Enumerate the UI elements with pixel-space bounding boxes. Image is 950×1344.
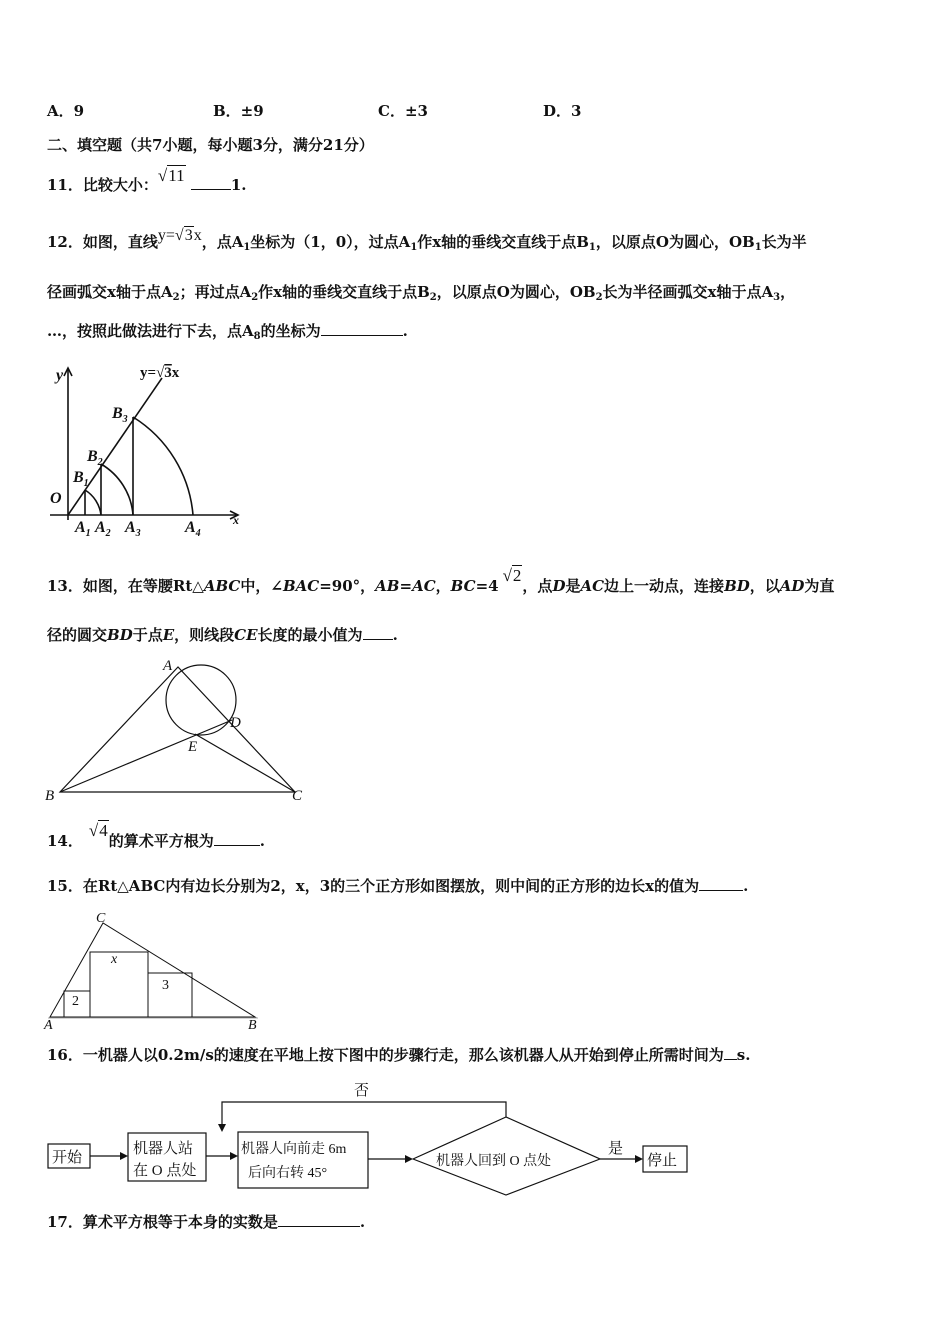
arc1 [85,490,101,515]
answer-blank-16 [724,1047,737,1060]
label-a: A [163,658,173,674]
label-a: A [44,1018,53,1033]
q12-l2c: 作x轴的垂线交直线于点B [258,283,430,301]
line-equation: y=√3x [157,227,202,244]
label-no: 否 [354,1083,370,1099]
option-a: A．9 [47,102,85,120]
answer-blank-12 [321,323,403,336]
sub: 3 [773,292,781,303]
q13-ad: AD [779,577,805,595]
q12-l3a: …，按照此做法进行下去，点A [47,322,254,340]
q13-ab: AB [375,577,400,595]
q13-bd: BD [724,577,750,595]
q17-end: . [359,1213,366,1231]
q11-suffix: 1. [230,176,247,194]
q15-figure [40,905,265,1035]
sqrt-2-arg: 2 [512,566,522,585]
question-17 [47,1214,365,1230]
q15-text: 15．在Rt△ABC内有边长分别为2，x，3的三个正方形如图摆放，则中间的正方形的边长x的值为 [47,877,700,895]
answer-blank-14 [214,833,260,846]
q13-e2: E [162,626,175,644]
q13-k: 为直 [804,577,835,595]
sqrt-2: √2 [502,566,522,585]
question-13-line1 [47,566,835,595]
sqrt-11: √11 [157,166,185,185]
segment-ce [195,734,295,792]
label-2: 2 [72,994,79,1009]
label-move2: 后向右转 45° [248,1166,328,1181]
label-move1: 机器人向前走 6m [241,1142,347,1157]
question-13-line2 [47,627,398,643]
q12-l1b: 坐标为（1，0），过点A [250,233,411,251]
question-15 [47,878,748,894]
label-equation: y=√3x [140,365,180,381]
q14-prefix: 14． [47,832,83,850]
q13-l2c: ，则线段 [174,626,235,644]
label-o: O [50,490,62,507]
sqrt-4-arg: 4 [99,821,108,840]
label-a2: $A_2$ [95,519,111,539]
q12-l2d: ，以原点O为圆心，OB [436,283,596,301]
q12-l3b: 的坐标为 [260,322,321,340]
label-b3: $B_3$ [112,405,128,425]
q13-c: =90°， [319,577,376,595]
label-y: y [56,367,64,384]
label-a3: $A_3$ [125,519,141,539]
flowchart [40,1075,700,1200]
label-stand2: 在 O 点处 [133,1163,197,1179]
q12-l3c: . [402,322,408,340]
label-d: D [230,715,241,731]
label-3: 3 [162,978,169,993]
q16-text: 16．一机器人以0.2m/s的速度在平地上按下图中的步骤行走，那么该机器人从开始到停止所需时间为 [47,1046,724,1064]
answer-blank-15 [699,878,743,891]
square-3 [148,973,192,1017]
q13-d: = [399,577,413,595]
q13-ac2: AC [580,577,605,595]
q13-ac: AC [412,577,436,595]
q13-j: ，以 [749,577,780,595]
label-b1: $B_1$ [73,469,89,489]
q16-end: s. [736,1046,751,1064]
eq-x: x [193,227,202,244]
eq-root: 3 [184,227,193,244]
sub: 8 [253,331,261,342]
question-16 [47,1047,750,1063]
q12-l2b: ；再过点A [179,283,252,301]
q13-abc: ABC [203,577,241,595]
label-b: B [248,1018,257,1033]
q12-figure [40,360,250,540]
sqrt-4: √4 [88,821,108,840]
sub: 2 [172,292,180,303]
label-x: x [233,513,239,527]
line-sqrt3x [68,378,162,515]
q12-l1c: 作x轴的垂线交直线于点B [417,233,589,251]
q13-l2a: 径的圆交 [47,626,108,644]
label-start: 开始 [52,1150,83,1166]
arc2 [101,464,133,515]
sub: 1 [410,242,418,253]
label-c: C [96,911,106,926]
label-x: x [111,952,118,967]
q13-a: 13．如图，在等腰Rt△ [47,577,204,595]
eq-y: y= [157,227,175,244]
q12-l2f: ， [780,283,796,301]
segment-bd [60,720,232,792]
q14-end: . [259,832,265,850]
label-c: C [292,788,303,804]
answer-blank-13 [363,627,393,640]
loop-back [222,1102,506,1127]
sub: 1 [243,242,251,253]
sub: 2 [251,292,259,303]
label-b2: $B_2$ [87,448,103,468]
question-11 [47,166,247,194]
question-12-line2 [47,285,795,303]
question-14 [47,821,265,850]
option-c: C．±3 [378,102,428,120]
label-a4: $A_4$ [185,519,201,539]
q17-text: 17．算术平方根等于本身的实数是 [47,1213,278,1231]
label-stand1: 机器人站 [133,1141,194,1157]
circle-ad [166,665,236,735]
q13-i: 边上一动点，连接 [604,577,725,595]
q13-bc: BC [450,577,476,595]
square-x [90,952,148,1017]
q13-b: 中，∠ [240,577,283,595]
q14-suffix: 的算术平方根为 [108,832,214,850]
label-e: E [188,739,198,755]
option-b: B．±9 [213,102,264,120]
q12-l2e: 长为半径画弧交x轴于点A [602,283,774,301]
section-heading: 二、填空题（共7小题，每小题3分，满分21分） [47,136,374,154]
q13-e: ， [435,577,451,595]
label-a1: $A_1$ [75,519,91,539]
question-12-line3 [47,323,408,342]
q15-end: . [743,877,749,895]
q12-prefix: 12．如图，直线 [47,233,158,251]
q13-bac: BAC [282,577,320,595]
q13-l2b: 于点 [132,626,163,644]
q12-l1e: 长为半 [761,233,807,251]
q12-l1d: ，以原点O为圆心，OB [595,233,755,251]
triangle-abc [60,667,295,792]
q13-l2d: 长度的最小值为 [257,626,363,644]
q11-prefix: 11．比较大小： [47,176,158,194]
q12-l1a: ，点A [201,233,244,251]
q13-dpt: D [552,577,566,595]
q13-f: =4 [475,577,499,595]
label-decision: 机器人回到 O 点处 [436,1154,552,1169]
q13-h: 是 [565,577,581,595]
answer-blank-11 [191,177,231,190]
q13-l2e: . [392,626,398,644]
q12-l2a: 径画弧交x轴于点A [47,283,173,301]
sqrt-11-arg: 11 [168,166,185,185]
q13-ce: CE [234,626,258,644]
arc3 [133,417,193,515]
sub: 2 [429,292,437,303]
label-b: B [45,788,55,804]
label-stop: 停止 [647,1153,678,1169]
q13-g: ，点 [522,577,553,595]
question-12-line1 [47,227,807,253]
answer-blank-17 [278,1214,360,1227]
label-yes: 是 [608,1141,624,1157]
option-d: D．3 [543,102,582,120]
q13-bd2: BD [107,626,133,644]
q13-figure [40,655,320,805]
triangle-abc [50,923,255,1017]
sub: 2 [595,292,603,303]
sub: 1 [754,242,762,253]
sub: 1 [588,242,596,253]
